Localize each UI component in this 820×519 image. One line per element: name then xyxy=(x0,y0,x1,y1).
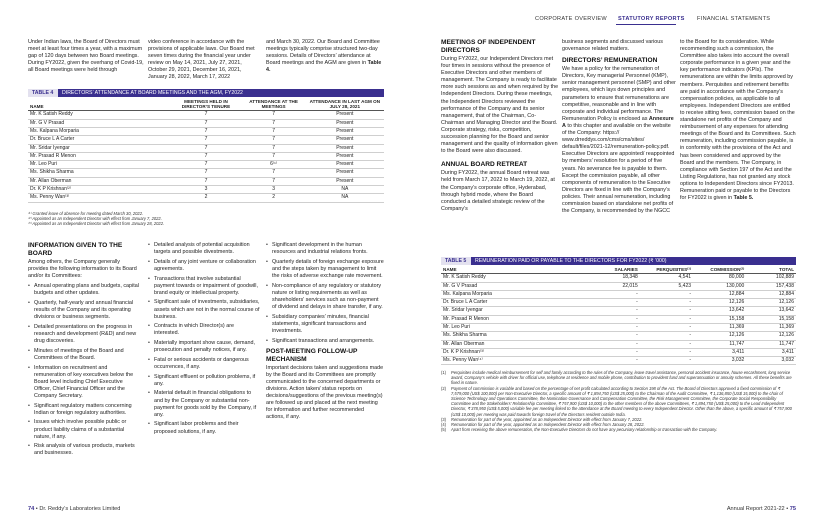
table-row xyxy=(441,307,796,315)
table-row xyxy=(28,169,384,177)
perquisites-value: - xyxy=(640,299,693,307)
meetings-held: 7 xyxy=(170,111,241,119)
intro-text-1: Under Indian laws, the Board of Directors must meet at least four times a year, with a maximum gap of 120 days between two Board meetings. During FY2022, given the overhang of Covid-19, all Board meetings were held through xyxy=(28,39,144,74)
commission-value: 3,032 xyxy=(693,357,746,365)
table5-remuneration xyxy=(441,266,796,365)
salaries-value: - xyxy=(597,315,640,323)
table4-header-meetings-held: MEETINGS HELD IN DIRECTOR’S TENURE xyxy=(170,98,241,111)
meetings-attended: 3 xyxy=(242,186,306,194)
note-text: Remuneration for part of the year, appointed as an Independent Director with effect from January 28, 2022. xyxy=(451,422,645,428)
director-name: Mr. Sridar Iyengar xyxy=(441,307,597,315)
table5-header-perquisites: PERQUISITES⁽¹⁾ xyxy=(640,266,693,274)
table4-attendance xyxy=(28,98,384,203)
intro-column-1 xyxy=(28,39,144,74)
total-value: 157,438 xyxy=(746,282,796,290)
salaries-value: 18,348 xyxy=(597,274,640,282)
director-name: Dr. K P Krishnan⁽²⁾ xyxy=(28,186,170,194)
table5-note xyxy=(441,386,796,417)
perquisites-value: - xyxy=(640,348,693,356)
retreat-text: During FY2022, the annual Board retreat was held from March 17, 2022 to March 19, 2022, at the Company’s corporate office, Hyderabad, through hybrid mode, where the Board conducted a detailed strategic review of the Company’s xyxy=(441,170,555,212)
director-name: Mr. Leo Puri xyxy=(441,323,597,331)
director-name: Mr. Leo Puri xyxy=(28,161,170,169)
director-name: Ms. Shikha Sharma xyxy=(441,332,597,340)
list-item: • Fatal or serious accidents or dangerous occurrences, if any. xyxy=(148,357,260,371)
table-row xyxy=(441,348,796,356)
postmeeting-text: Important decisions taken and suggestions made by the Board and its Committees are promptly communicated to the concerned departments or divisions. Action taken/ status reports on decisions/suggestions of the previous meeting(s) are followed up and placed at the next meeting for information and further recommended actions, if any. xyxy=(266,364,384,421)
note-text: Payment of commission is variable and based on the percentage of net profit calculated according to Section 198 of the Act. The Board of Directors approved a fixed commission of ₹ 7,579,000 (US$ 100,000) per Non-Executive Director, a specific amount of ₹ 1,894,750 (US$ 25,000) to the Chairman of the Audit Committee, ₹ 1,136,850 (US$ 15,000) to the chair of Science Technology and Operations Committee, the Nomination Governance and Compensation Committee, the Risk Management Committee, the Corporate Social Responsibility Committee and the Stakeholders’ Relationship Committee, ₹ 757,900 (US$ 10,000) to the other members of the above Committees, ₹ 1,894,750 (US$ 25,000) to the Lead Independent Director, ₹ 378,950 (US$ 5,000) variable fee per meeting linked to the attendance at the Board meeting to every Independent Director. Other than the above, a specific amount of ₹ 757,900 (US$ 10,000) per meeting was paid towards foreign travel of the Directors resident outside India. xyxy=(451,385,792,417)
table5-header-name: NAME xyxy=(441,266,597,274)
table-row xyxy=(28,161,384,169)
intro-text-3: and March 30, 2022. Our Board and Committee meetings typically comprise structured two-day sessions. Details of Directors’ attendance at Board meetings and the AGM are given in Table 4. xyxy=(266,39,382,74)
director-name: Mr. K Satish Reddy xyxy=(441,274,597,282)
list-item: • Significant development in the human resources and industrial relations fronts. xyxy=(266,242,384,256)
right-column-3 xyxy=(680,39,796,202)
table5-header-commission: COMMISSION⁽²⁾ xyxy=(693,266,746,274)
table5-header-total: TOTAL xyxy=(746,266,796,274)
total-value: 12,126 xyxy=(746,299,796,307)
director-name: Mr. Prasad R Menon xyxy=(28,152,170,160)
meetings-attended: 7 xyxy=(242,144,306,152)
table-row xyxy=(441,299,796,307)
page-header xyxy=(0,0,820,30)
table-row xyxy=(441,290,796,298)
note-marker: (5) xyxy=(441,427,447,433)
agm-attendance: NA xyxy=(306,194,384,202)
table-row xyxy=(28,136,384,144)
director-name: Mr. Prasad R Menon xyxy=(441,315,597,323)
meetings-attended: 7 xyxy=(242,119,306,127)
perquisites-value: - xyxy=(640,340,693,348)
list-item: • Quarterly details of foreign exchange exposure and the steps taken by management to limit the risks of adverse exchange rate movement. xyxy=(266,259,384,280)
agm-attendance: Present xyxy=(306,169,384,177)
meetings-held: 2 xyxy=(170,194,241,202)
table4-note-1: ⁽¹⁾ Granted leave of absence for meeting dated March 30, 2022. xyxy=(28,211,144,216)
table4-title: DIRECTORS’ ATTENDANCE AT BOARD MEETINGS AND THE AGM, FY2022 xyxy=(58,89,384,97)
table5-header-salaries: SALARIES xyxy=(597,266,640,274)
note-marker: (2) xyxy=(441,385,447,391)
info-column-1 xyxy=(28,242,140,460)
intro-text-2: video conference in accordance with the provisions of applicable laws. Our Board met seven times during the financial year under review on May 14, 2021, July 27, 2021, October 29, 2021, December 16, 2021, January 28, 2022, March 17, 2022 xyxy=(148,39,255,81)
table-row xyxy=(441,274,796,282)
director-name: Dr. Bruce L A Carter xyxy=(441,299,597,307)
table4-header-attendance: ATTENDANCE AT THE MEETINGS xyxy=(242,98,306,111)
total-value: 13,642 xyxy=(746,307,796,315)
page-number-left: 74 xyxy=(28,506,35,512)
table5-reference: Table 5. xyxy=(733,195,754,202)
perquisites-value: 5,423 xyxy=(640,282,693,290)
note-marker: (4) xyxy=(441,422,447,428)
list-item: • Transactions that involve substantial payment towards or impairment of goodwill, brand equity or intellectual property. xyxy=(148,276,260,297)
commission-value: 12,884 xyxy=(693,290,746,298)
director-name: Mr. K Satish Reddy xyxy=(28,111,170,119)
agm-attendance: Present xyxy=(306,128,384,136)
list-item: • Significant labor problems and their proposed solutions, if any. xyxy=(148,421,260,435)
list-item: • Subsidiary companies’ minutes, financial statements, significant transactions and investments. xyxy=(266,314,384,335)
table4-note-3: ⁽³⁾ Appointed as an Independent Director with effect from January 28, 2022. xyxy=(28,221,165,227)
active-nav-underline xyxy=(616,24,676,25)
agm-attendance: Present xyxy=(306,119,384,127)
table-row xyxy=(28,194,384,202)
director-name: Ms. Shikha Sharma xyxy=(28,169,170,177)
salaries-value: - xyxy=(597,340,640,348)
meetings-held: 7 xyxy=(170,169,241,177)
info-intro: Among others, the Company generally provides the following information to its Board and/or its Committees: xyxy=(28,259,137,280)
meetings-attended: 7 xyxy=(242,111,306,119)
table-row xyxy=(28,144,384,152)
agm-attendance: Present xyxy=(306,144,384,152)
nav-statutory-reports[interactable]: STATUTORY REPORTS xyxy=(618,16,685,22)
table4-number: TABLE 4 xyxy=(28,89,58,97)
table4-header-row xyxy=(28,98,384,111)
meetings-held: 7 xyxy=(170,177,241,185)
table4-reference: Table 4. xyxy=(266,60,382,74)
total-value: 15,158 xyxy=(746,315,796,323)
retreat-heading: ANNUAL BOARD RETREAT xyxy=(441,161,528,169)
table4-title-bar xyxy=(28,89,384,97)
intro-column-2 xyxy=(148,39,260,82)
agm-attendance: Present xyxy=(306,111,384,119)
footer-left: 74 • Dr. Reddy’s Laboratories Limited xyxy=(28,506,121,512)
table-row xyxy=(441,282,796,290)
remuneration-text: We have a policy for the remuneration of Directors, Key managerial Personnel (KMP), senior management personnel (SMP) and other employees, which lays down principles and parameters to ensure that remunerations are competitive, reasonable and in line with corporate and individual performance. The Remuneration Policy is enclosed as Annexure A to this chapter and available on the website of the Company: https:// www.drreddys.com/cms/cms/sites/ default/files/2021-12/remuneration-policy.pdf. Executive Directors are appointed/ reappointed by members’ resolution for a period of five years. No severance fee is payable to them. Except the commission payable, all other components of remuneration to the Executive Directors are fixed in line with the Company’s policies. Their annual remuneration, including commission based on standalone net profits of the Company, is recommended by the NGCC xyxy=(562,66,676,215)
meetings-text: During FY2022, our Independent Directors met four times in sessions without the presence of Executive Directors and other members of management. The Company is ready to facilitate more such sessions as and when required by the Independent Directors. During these meetings, the Independent Directors reviewed the performance of the Company and its senior management, that of the Chairman, Co-Chairman and Managing Director and the Board. Corporate strategy, risks, competition, succession planning for the Board and senior management and the quality of information given to the Board were also discussed. xyxy=(441,56,559,155)
commission-value: 12,126 xyxy=(693,332,746,340)
footer-right: Annual Report 2021-22 • 75 xyxy=(726,506,796,512)
table-row xyxy=(441,332,796,340)
table-row xyxy=(28,128,384,136)
table-row xyxy=(28,186,384,194)
list-item: • Issues which involve possible public or product liability claims of a substantial nature, if any. xyxy=(28,419,140,440)
director-name: Ms. Penny Wan⁽³⁾ xyxy=(28,194,170,202)
note-marker: (1) xyxy=(441,370,447,375)
list-item: • Information on recruitment and remuneration of key executives below the Board level including Chief Executive Officer, Chief Financial Officer and the Company Secretary. xyxy=(28,365,140,400)
total-value: 12,884 xyxy=(746,290,796,298)
total-value: 3,032 xyxy=(746,357,796,365)
table-row xyxy=(28,119,384,127)
list-item: • Significant effluent or pollution problems, if any. xyxy=(148,374,260,388)
table4-notes xyxy=(28,211,384,227)
director-name: Ms. Kalpana Morparia xyxy=(441,290,597,298)
perquisites-value: - xyxy=(640,323,693,331)
info-heading: INFORMATION GIVEN TO THE BOARD xyxy=(28,242,123,257)
remuneration-text-continued: to the Board for its consideration. While recommending such a commission, the Committee also takes into account the overall corporate performance in a given year and the key performance indicators (KPIs). The remunerations are within the limits approved by members. Perquisites and retirement benefits are paid in accordance with the Company’s compensation policies, as applicable to all employees. Independent Directors are entitled to receive sitting fees, commission based on the standalone net profits of the Company and reimbursement of any expenses for attending meetings of the Board and its Committees. Such remuneration, including commission payable, is in conformity with the provisions of the Act and has been considered and approved by the Board and the members. The Company, in compliance with Section 197 of the Act and the Listing Regulations, has not granted any stock options to Independent Directors since FY2013. Remuneration paid or payable to the Directors for FY2022 is given in Table 5. xyxy=(680,39,796,202)
salaries-value: - xyxy=(597,357,640,365)
table5-number: TABLE 5 xyxy=(441,257,471,265)
salaries-value: - xyxy=(597,332,640,340)
director-name: Mr. Allan Oberman xyxy=(28,177,170,185)
salaries-value: - xyxy=(597,307,640,315)
annexure-a-reference: Annexure A xyxy=(562,115,674,129)
total-value: 11,369 xyxy=(746,323,796,331)
list-item: • Significant transactions and arrangements. xyxy=(266,338,384,345)
commission-value: 13,642 xyxy=(693,307,746,315)
table5-note xyxy=(441,427,796,432)
list-item: • Detailed analysis of potential acquisition targets and possible divestments. xyxy=(148,242,260,256)
commission-value: 12,126 xyxy=(693,299,746,307)
agm-attendance: NA xyxy=(306,186,384,194)
meetings-attended: 6⁽¹⁾ xyxy=(242,161,306,169)
right-column-2 xyxy=(562,39,676,215)
table5-title: REMUNERATION PAID OR PAYABLE TO THE DIRECTORS FOR FY2022 (₹ ’000) xyxy=(471,257,796,265)
list-item: • Significant regulatory matters concerning Indian or foreign regulatory authorities. xyxy=(28,403,140,417)
commission-value: 3,411 xyxy=(693,348,746,356)
meetings-attended: 7 xyxy=(242,136,306,144)
table-row xyxy=(28,152,384,160)
table4-header-agm: ATTENDANCE IN LAST AGM ON JULY 28, 2021 xyxy=(306,98,384,111)
table-row xyxy=(441,340,796,348)
commission-value: 11,369 xyxy=(693,323,746,331)
footer-report: Annual Report 2021-22 xyxy=(726,506,785,512)
commission-value: 15,158 xyxy=(693,315,746,323)
director-name: Mr. Sridar Iyengar xyxy=(28,144,170,152)
right-column-1 xyxy=(441,39,559,213)
meetings-held: 7 xyxy=(170,119,241,127)
list-item: • Details of any joint venture or collaboration agreements. xyxy=(148,259,260,273)
note-marker: (3) xyxy=(441,416,447,422)
perquisites-value: - xyxy=(640,290,693,298)
total-value: 12,126 xyxy=(746,332,796,340)
list-item: • Non-compliance of any regulatory or statutory nature or listing requirements as well as shareholders’ services such as non-payment of dividend and delays in share transfer, if any. xyxy=(266,283,384,311)
meetings-attended: 7 xyxy=(242,128,306,136)
agm-attendance: Present xyxy=(306,177,384,185)
list-item: • Materially important show cause, demand, prosecution and penalty notices, if any. xyxy=(148,340,260,354)
meetings-attended: 7 xyxy=(242,169,306,177)
salaries-value: - xyxy=(597,348,640,356)
postmeeting-heading: POST-MEETING FOLLOW-UP MECHANISM xyxy=(266,347,358,363)
perquisites-value: - xyxy=(640,307,693,315)
total-value: 11,747 xyxy=(746,340,796,348)
note-text: Perquisites include medical reimbursement for self and family according to the rules of the Company, leave travel assistance, personal accident insurance, house encashment, long service award, Company’s vehicle with driver for official use, telephone at residence and mobile phone, contribution to provident fund and superannuation or annuity schemes. All these benefits are fixed in nature. xyxy=(451,370,792,386)
table5-header-row xyxy=(441,266,796,274)
list-item: • Annual operating plans and budgets, capital budgets and other updates. xyxy=(28,283,140,297)
commission-value: 130,000 xyxy=(693,282,746,290)
note-text: Remuneration for part of the year, appointed as an Independent Director with effect from January 7, 2022. xyxy=(451,416,643,422)
remuneration-heading: DIRECTORS’ REMUNERATION xyxy=(562,57,658,65)
footer-company: Dr. Reddy’s Laboratories Limited xyxy=(39,506,121,512)
director-name: Mr. G V Prasad xyxy=(441,282,597,290)
salaries-value: 22,015 xyxy=(597,282,640,290)
list-item: • Quarterly, half-yearly and annual financial results of the Company and its operating divisions or business segments. xyxy=(28,300,140,321)
perquisites-value: 4,541 xyxy=(640,274,693,282)
perquisites-value: - xyxy=(640,357,693,365)
table4-note-2: ⁽²⁾ Appointed as an Independent Director with effect from January 7, 2022. xyxy=(28,216,162,222)
director-name: Mr. G V Prasad xyxy=(28,119,170,127)
list-item: • Detailed presentations on the progress in research and development (R&D) and new drug discoveries. xyxy=(28,324,140,345)
meetings-heading: MEETINGS OF INDEPENDENT DIRECTORS xyxy=(441,39,536,54)
meetings-attended: 7 xyxy=(242,152,306,160)
agm-attendance: Present xyxy=(306,136,384,144)
commission-value: 11,747 xyxy=(693,340,746,348)
commission-value: 80,000 xyxy=(693,274,746,282)
meetings-held: 3 xyxy=(170,186,241,194)
perquisites-value: - xyxy=(640,315,693,323)
meetings-attended: 7 xyxy=(242,177,306,185)
table-row xyxy=(441,357,796,365)
table-row xyxy=(441,315,796,323)
meetings-held: 7 xyxy=(170,144,241,152)
table5-title-bar xyxy=(441,257,796,265)
list-item: • Minutes of meetings of the Board and Committees of the Board. xyxy=(28,348,140,362)
salaries-value: - xyxy=(597,290,640,298)
agm-attendance: Present xyxy=(306,152,384,160)
salaries-value: - xyxy=(597,299,640,307)
info-bullets-1 xyxy=(28,283,140,457)
col2-lead: business segments and discussed various governance related matters. xyxy=(562,39,663,53)
total-value: 3,411 xyxy=(746,348,796,356)
note-text: Apart from receiving the above remuneration, the Non-Executive Directors do not have any pecuniary relationship or transaction with the Company. xyxy=(451,427,718,433)
table5-notes xyxy=(441,370,796,432)
meetings-held: 7 xyxy=(170,161,241,169)
list-item: • Significant sale of investments, subsidiaries, assets which are not in the normal course of business. xyxy=(148,299,260,320)
info-column-2 xyxy=(148,242,260,438)
meetings-attended: 2 xyxy=(242,194,306,202)
page-number-right: 75 xyxy=(789,506,796,512)
salaries-value: - xyxy=(597,323,640,331)
table-row xyxy=(441,323,796,331)
table-row xyxy=(28,177,384,185)
list-item: • Risk analysis of various products, markets and businesses. xyxy=(28,443,140,457)
table5-note xyxy=(441,370,796,386)
total-value: 102,889 xyxy=(746,274,796,282)
director-name: Mr. Allan Oberman xyxy=(441,340,597,348)
info-column-3 xyxy=(266,242,384,421)
list-item: • Contracts in which Director(s) are interested. xyxy=(148,323,260,337)
info-bullets-2 xyxy=(148,242,260,436)
list-item: • Material default in financial obligations to and by the Company or substantial non-payment for goods sold by the Company, if any. xyxy=(148,390,260,418)
director-name: Ms. Penny Wan⁽⁴⁾ xyxy=(441,357,597,365)
table4-header-name: NAME xyxy=(28,98,170,111)
director-name: Ms. Kalpana Morparia xyxy=(28,128,170,136)
intro-column-3 xyxy=(266,39,384,74)
meetings-held: 7 xyxy=(170,128,241,136)
director-name: Dr. Bruce L A Carter xyxy=(28,136,170,144)
meetings-held: 7 xyxy=(170,136,241,144)
perquisites-value: - xyxy=(640,332,693,340)
table-row xyxy=(28,111,384,119)
info-bullets-3 xyxy=(266,242,384,345)
meetings-held: 7 xyxy=(170,152,241,160)
nav-corporate-overview[interactable]: CORPORATE OVERVIEW xyxy=(535,16,608,22)
agm-attendance: Present xyxy=(306,161,384,169)
nav-financial-statements[interactable]: FINANCIAL STATEMENTS xyxy=(697,16,771,22)
director-name: Dr. K P Krishnan⁽³⁾ xyxy=(441,348,597,356)
